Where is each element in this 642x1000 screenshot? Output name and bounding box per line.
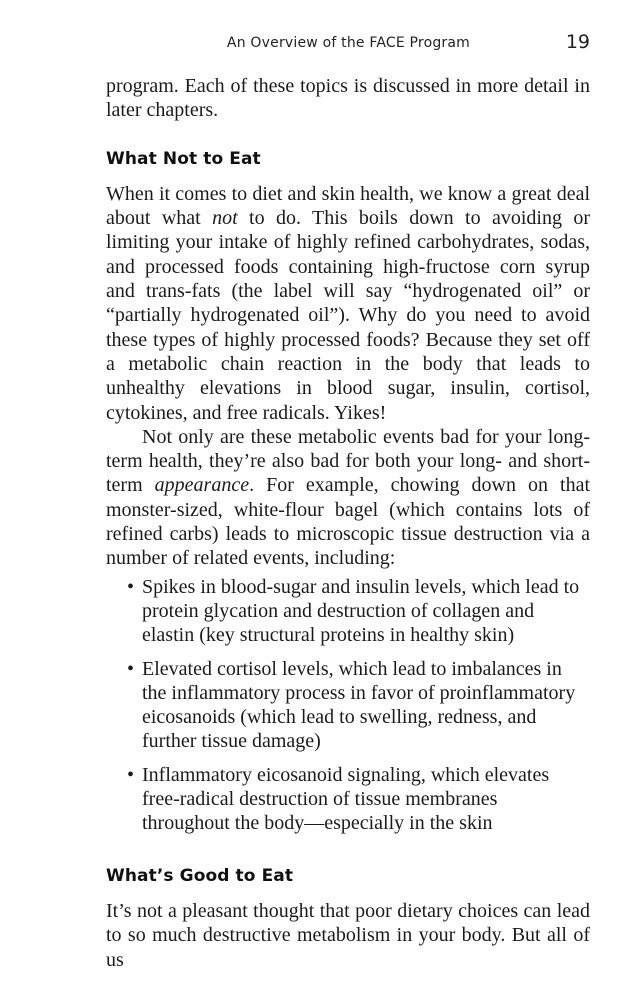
- body-text: [106, 74, 590, 972]
- bullet-item-blood-sugar: [106, 575, 590, 648]
- bullet-text: Elevated cortisol levels, which lead to imbalances in the inflammatory process in favor of proinflammatory eicosanoids (which lead to swelling, redness, and further tissue damage): [142, 657, 576, 753]
- emphasis-not: not: [212, 207, 238, 230]
- bullet-icon: •: [127, 575, 135, 598]
- paragraph-metabolic-events-text-1: Not only are these metabolic events bad for your long-term health, they’re also bad for both your long- and short-term: [106, 425, 590, 497]
- bullet-text: Inflammatory eicosanoid signaling, which elevates free-radical destruction of tissue membranes throughout the body—especially in the skin: [142, 763, 550, 835]
- bullet-text: Spikes in blood-sugar and insulin levels, which lead to protein glycation and destruction of collagen and elastin (key structural proteins in healthy skin): [142, 575, 580, 647]
- page-number: 19: [565, 31, 590, 53]
- section-heading-what-not-to-eat: What Not to Eat: [106, 148, 261, 169]
- running-head: [0, 32, 642, 56]
- section-heading-whats-good-to-eat: What’s Good to Eat: [106, 865, 294, 886]
- paragraph-metabolic-events-text-2: . For example, chowing down on that monster-sized, white-flour bagel (which contains lots of refined carbs) leads to microscopic tissue destruction via a number of related events, including:: [106, 474, 590, 570]
- bullet-icon: •: [127, 657, 135, 680]
- paragraph-diet-and-skin-text-2: to do. This boils down to avoiding or limiting your intake of highly refined carbohydrates, sodas, and processed foods containing high-fructose corn syrup and trans-fats (the label will say “hydrogenated oil” or “partially hydrogenated oil”). Why do you need to avoid these types of highly processed foods? Because they set off a metabolic chain reaction in the body that leads to unhealthy elevations in blood sugar, insulin, cortisol, cytokines, and free radicals. Yikes!: [106, 207, 590, 424]
- paragraph-metabolic-events: [106, 425, 590, 571]
- running-head-title: An Overview of the FACE Program: [226, 35, 470, 51]
- bullet-item-eicosanoid: [106, 763, 590, 836]
- intro-paragraph: program. Each of these topics is discussed in more detail in later chapters.: [106, 75, 590, 122]
- paragraph-diet-and-skin: [106, 182, 590, 425]
- paragraph-diet-and-skin-text-1: When it comes to diet and skin health, we know a great deal about what: [106, 182, 590, 230]
- bullet-list: [106, 575, 590, 836]
- paragraph-poor-dietary-choices: It’s not a pleasant thought that poor dietary choices can lead to so much destructive metabolism in your body. But all of us: [106, 899, 590, 971]
- bullet-item-cortisol: [106, 657, 590, 754]
- emphasis-appearance: appearance: [154, 474, 250, 497]
- bullet-icon: •: [127, 763, 135, 786]
